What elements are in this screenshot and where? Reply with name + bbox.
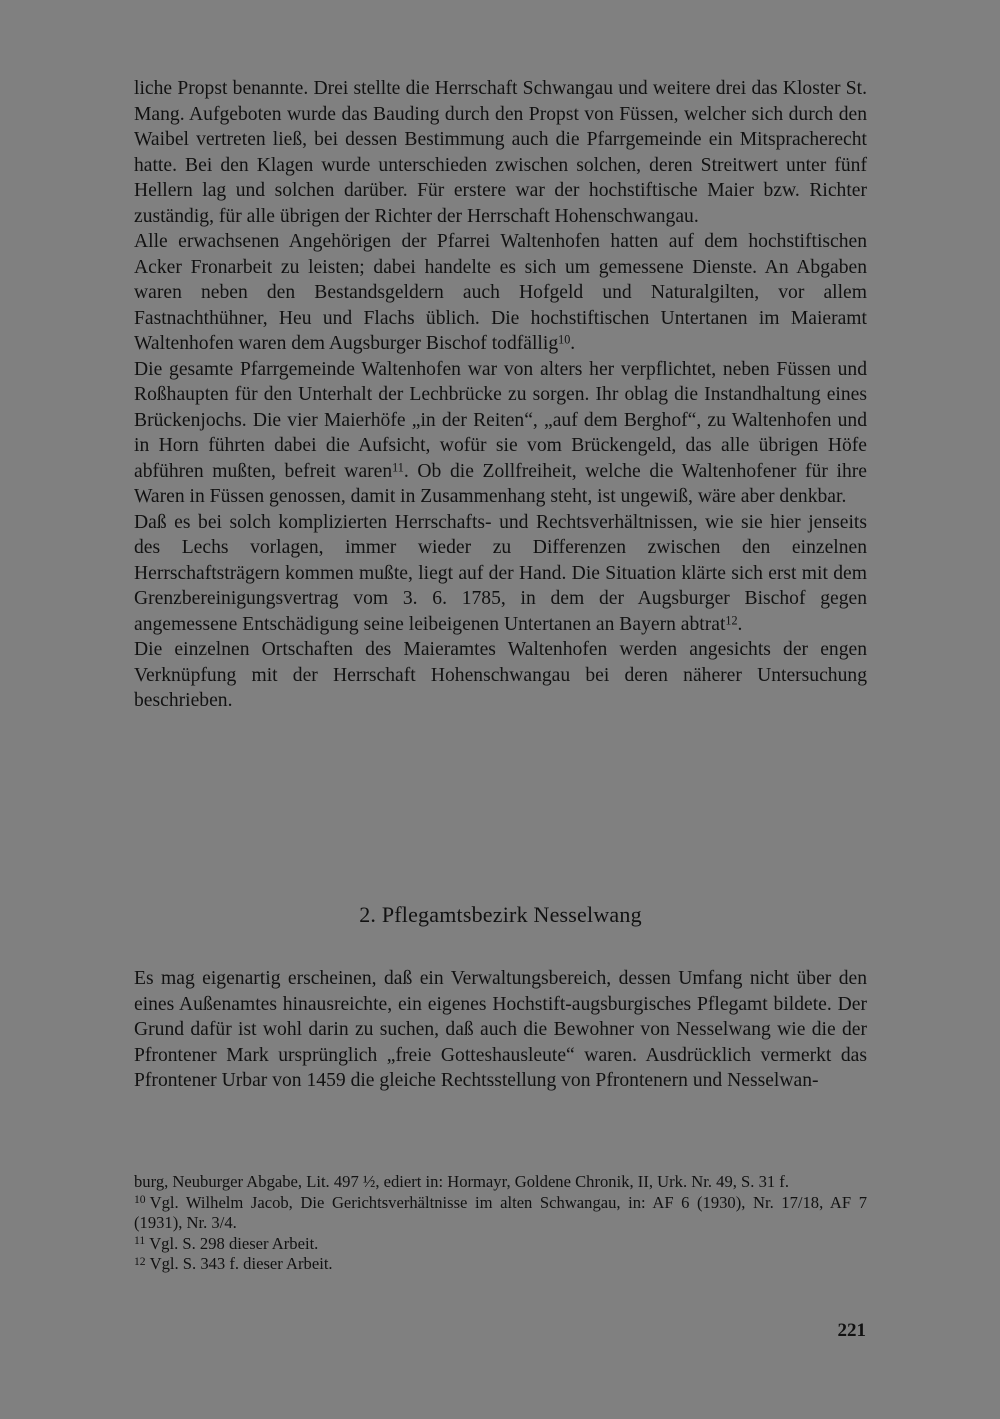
section-text: [134, 966, 867, 1094]
paragraph-4-end: .: [737, 613, 743, 635]
paragraph-1: [134, 76, 867, 229]
footnote-10: [134, 1193, 867, 1234]
footnote-11-text: Vgl. S. 298 dieser Arbeit.: [149, 1233, 319, 1253]
paragraph-2: [134, 229, 867, 357]
paragraph-2-text: Alle erwachsenen Angehörigen der Pfarrei Waltenhofen hatten auf dem hochstiftischen Acker Fronarbeit zu leisten; dabei handelte es sich um gemessene Dienste. An Abgaben waren neben den Bestandsgeldern auch Hofgeld und Naturalgilten, vor allem Fastnachthühner, Heu und Flachs üblich. Die hochstiftischen Untertanen im Maieramt Waltenhofen waren dem Augsburger Bischof todfällig: [134, 231, 867, 354]
paragraph-4-text: Daß es bei solch komplizierten Herrschafts- und Rechtsverhältnissen, wie sie hier jenseits des Lechs vorlagen, immer wieder zu Differenzen zwischen den einzelnen Herrschaftsträgern kommen mußte, liegt auf der Hand. Die Situation klärte sich erst mit dem Grenzbereinigungsvertrag vom 3. 6. 1785, in dem der Augsburger Bischof gegen angemessene Entschädigung seine leibeigenen Untertanen an Bayern abtrat: [134, 511, 867, 635]
footnote-continued: [134, 1172, 867, 1193]
footnote-ref-10: 10: [558, 332, 571, 347]
footnote-12: [134, 1254, 867, 1275]
footnote-12-text: Vgl. S. 343 f. dieser Arbeit.: [149, 1254, 333, 1273]
footnote-continued-text: burg, Neuburger Abgabe, Lit. 497 ½, ediert in: Hormayr, Goldene Chronik, II, Urk. Nr. 49, S. 31 f.: [134, 1172, 789, 1191]
paragraph-3: [134, 357, 867, 510]
paragraph-5-text: Die einzelnen Ortschaften des Maieramtes Waltenhofen werden angesichts der engen Verknüpfung mit der Herrschaft Hohenschwangau bei deren näherer Untersuchung beschrieben.: [134, 639, 867, 711]
section-paragraph: Es mag eigenartig erscheinen, daß ein Verwaltungsbereich, dessen Umfang nicht über den eines Außenamtes hinausreichte, ein eigenes Hochstift-augsburgisches Pflegamt bildete. Der Grund dafür ist wohl darin zu suchen, daß auch die Bewohner von Nesselwang wie die der Pfrontener Mark ursprünglich „freie Gotteshausleute“ waren. Ausdrücklich vermerkt das Pfrontener Urbar von 1459 die gleiche Rechtsstellung von Pfrontenern und Nesselwan-: [134, 968, 867, 1091]
footnotes: [134, 1172, 867, 1275]
body-text: [134, 76, 867, 714]
paragraph-3-end: . Ob die Zollfreiheit, welche die Waltenhofener für ihre Waren in Füssen genossen, damit in Zusammenhang steht, ist ungewiß, wäre aber denkbar.: [134, 460, 867, 507]
footnote-10-text: Vgl. Wilhelm Jacob, Die Gerichtsverhältnisse im alten Schwangau, in: AF 6 (1930), Nr. 17/18, AF 7 (1931), Nr. 3/4.: [134, 1192, 867, 1232]
page-number: 221: [837, 1320, 866, 1341]
paragraph-2-end: .: [570, 333, 576, 354]
footnote-ref-11: 11: [392, 460, 404, 475]
paragraph-4: [134, 510, 867, 638]
footnote-mark-12: 12: [134, 1254, 146, 1268]
footnote-mark-10: 10: [134, 1193, 146, 1207]
footnote-11: [134, 1234, 867, 1255]
paragraph-5: [134, 637, 867, 714]
footnote-mark-11: 11: [134, 1234, 146, 1248]
footnote-ref-12: 12: [725, 613, 738, 628]
section-heading: 2. Pflegamtsbezirk Nesselwang: [359, 902, 642, 927]
paragraph-3-text: Die gesamte Pfarrgemeinde Waltenhofen war von alters her verpflichtet, neben Füssen und Roßhaupten für den Unterhalt der Lechbrücke zu sorgen. Ihr oblag die Instandhaltung eines Brückenjochs. Die vier Maierhöfe „in der Reiten“, „auf dem Berghof“, zu Waltenhofen und in Horn führten dabei die Aufsicht, wofür sie vom Brückengeld, das alle übrigen Höfe abführen mußten, befreit waren: [134, 358, 867, 482]
paragraph-1-text: liche Propst benannte. Drei stellte die Herrschaft Schwangau und weitere drei das Kloster St. Mang. Aufgeboten wurde das Bauding durch den Propst von Füssen, welcher sich durch den Waibel vertreten ließ, bei dessen Bestimmung auch die Pfarrgemeinde ein Mitspracherecht hatte. Bei den Klagen wurde unterschieden zwischen solchen, deren Streitwert unter fünf Hellern lag und solchen darüber. Für erstere war der hochstiftische Maier bzw. Richter zuständig, für alle übrigen der Richter der Herrschaft Hohenschwangau.: [134, 78, 867, 227]
